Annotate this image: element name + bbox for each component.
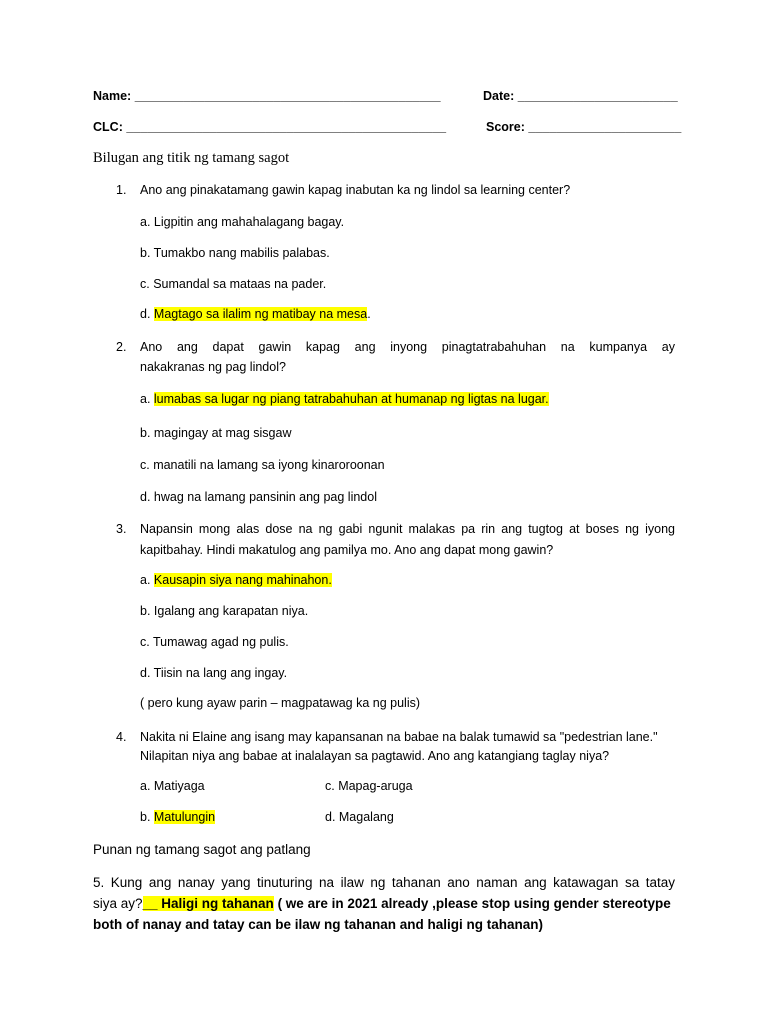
question-3-option-c: c. Tumawag agad ng pulis. [140, 635, 289, 649]
question-1-text: Ano ang pinakatamang gawin kapag inabutan ka ng lindol sa learning center? [140, 183, 571, 197]
question-5-line-1: 5. Kung ang nanay yang tinuturing na ilaw ng tahanan ano naman ang katawagan sa tatay [93, 875, 675, 890]
question-4-number: 4. [116, 730, 127, 744]
question-1-option-d [140, 306, 371, 322]
name-label: Name: [93, 89, 132, 103]
score-label: Score: [486, 120, 525, 134]
question-3-text-line-1: Napansin mong alas dose na ng gabi ngunit malakas pa rin ang tugtog at boses ng iyong [140, 522, 675, 536]
question-2-option-c: c. manatili na lamang sa iyong kinaroroonan [140, 458, 385, 472]
option-suffix: . [367, 307, 371, 321]
option-prefix: a. [140, 573, 154, 587]
question-2-option-d: d. hwag na lamang pansinin ang pag lindol [140, 490, 377, 504]
name-field [93, 88, 441, 104]
question-1-option-b: b. Tumakbo nang mabilis palabas. [140, 246, 330, 260]
question-3-note: ( pero kung ayaw parin – magpatawag ka ng pulis) [140, 696, 421, 710]
instruction-fill-in: Punan ng tamang sagot ang patlang [93, 842, 311, 857]
question-5-line-2 [93, 893, 671, 914]
question-1-option-c: c. Sumandal sa mataas na pader. [140, 277, 327, 291]
clc-label: CLC: [93, 120, 123, 134]
question-4-option-a: a. Matiyaga [140, 779, 205, 793]
question-3-text-line-2: kapitbahay. Hindi makatulog ang pamilya mo. Ano ang dapat mong gawin? [140, 543, 554, 557]
question-5-comment: ( we are in 2021 already ,please stop using gender stereotype [273, 896, 671, 911]
question-2-option-a [140, 391, 549, 407]
instruction-multiple-choice: Bilugan ang titik ng tamang sagot [93, 150, 290, 166]
score-field [486, 119, 681, 135]
question-2-text-line-1: Ano ang dapat gawin kapag ang inyong pinagtatrabahuhan na kumpanya ay [140, 340, 675, 354]
date-label: Date: [483, 89, 515, 103]
question-4-option-d: d. Magalang [325, 810, 394, 824]
highlighted-answer: Magtago sa ilalim ng matibay na mesa [153, 307, 368, 321]
question-4-option-c: c. Mapag-aruga [325, 779, 413, 793]
question-4-text-line-1: Nakita ni Elaine ang isang may kapansanan na babae na balak tumawid sa "pedestrian lane." [140, 730, 658, 744]
question-5-line-3: both of nanay and tatay can be ilaw ng tahanan and haligi ng tahanan) [93, 917, 544, 932]
option-prefix: d. [140, 307, 154, 321]
question-3-option-a [140, 572, 332, 588]
question-2-option-b: b. magingay at mag sisgaw [140, 426, 292, 440]
question-3-option-d: d. Tiisin na lang ang ingay. [140, 666, 288, 680]
option-prefix: b. [140, 810, 154, 824]
option-prefix: a. [140, 392, 154, 406]
highlighted-answer: Kausapin siya nang mahinahon. [153, 573, 332, 587]
question-3-option-b: b. Igalang ang karapatan niya. [140, 604, 309, 618]
question-4-option-b [140, 809, 215, 825]
highlighted-answer: __ Haligi ng tahanan [142, 896, 274, 911]
clc-blank: ______________________________________________ [126, 120, 447, 134]
question-1-option-a: a. Ligpitin ang mahahalagang bagay. [140, 215, 345, 229]
question-5-prefix: siya ay? [93, 896, 143, 911]
question-2-text-line-2: nakakranas ng pag lindol? [140, 360, 286, 374]
question-1-number: 1. [116, 183, 127, 197]
clc-field [93, 119, 446, 135]
highlighted-answer: Matulungin [153, 810, 216, 824]
date-blank: _______________________ [517, 89, 678, 103]
question-3-number: 3. [116, 522, 127, 536]
date-field [483, 88, 678, 104]
question-2-number: 2. [116, 340, 127, 354]
question-4-text-line-2: Nilapitan niya ang babae at inalalayan sa pagtawid. Ano ang katangiang taglay niya? [140, 749, 610, 763]
score-blank: ______________________ [528, 120, 682, 134]
highlighted-answer: lumabas sa lugar ng piang tatrabahuhan at humanap ng ligtas na lugar. [153, 392, 549, 406]
name-blank: ____________________________________________ [134, 89, 441, 103]
